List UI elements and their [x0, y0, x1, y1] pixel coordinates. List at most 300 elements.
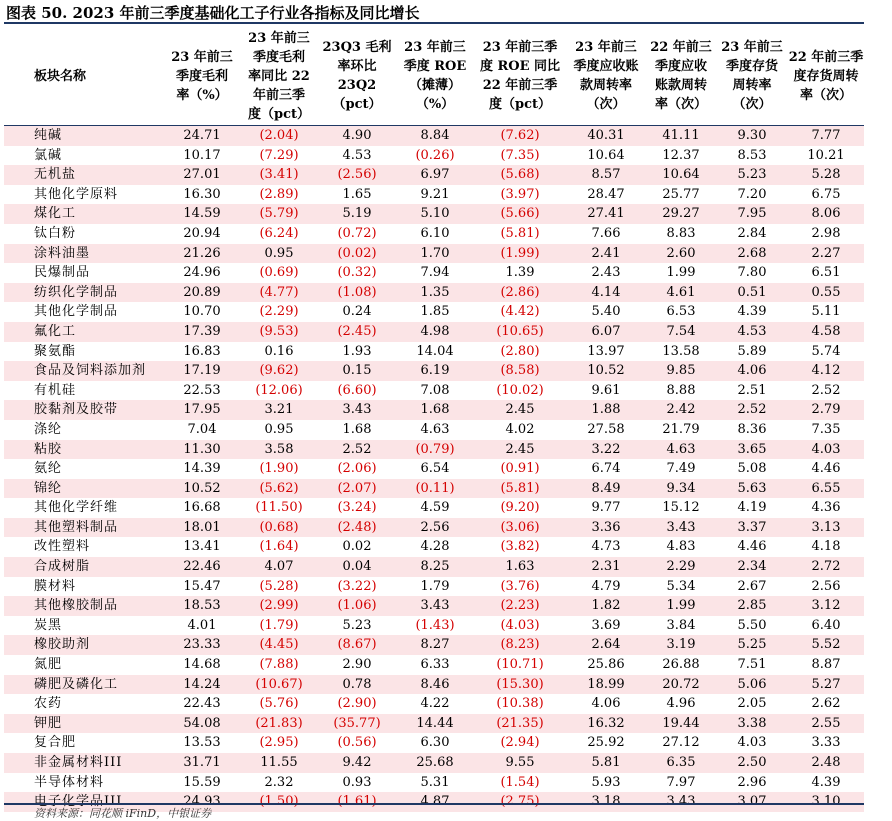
cell-ar-turnover-23: 3.36 — [591, 519, 621, 535]
cell-ar-turnover-23: 9.61 — [591, 382, 621, 398]
cell-inventory-turnover-23: 7.51 — [737, 657, 767, 673]
cell-inventory-turnover-23: 2.67 — [737, 578, 767, 594]
cell-inventory-turnover-23: 5.06 — [737, 676, 767, 692]
cell-inventory-turnover-22: 0.55 — [811, 284, 841, 300]
cell-q3-margin-qoq: (2.56) — [337, 167, 377, 183]
cell-inventory-turnover-23: 2.96 — [737, 774, 767, 790]
cell-roe-23: 1.85 — [420, 304, 450, 320]
cell-gross-margin-yoy: (5.62) — [259, 480, 299, 496]
cell-roe-yoy: (15.30) — [496, 676, 544, 692]
cell-inventory-turnover-23: 2.05 — [737, 696, 767, 712]
cell-gross-margin-yoy: (1.79) — [259, 617, 299, 633]
cell-roe-23: 1.68 — [420, 402, 450, 418]
table-row — [4, 518, 864, 538]
cell-sector-name: 氯碱 — [34, 147, 63, 163]
cell-ar-turnover-23: 18.99 — [587, 676, 625, 692]
cell-roe-23: 2.56 — [420, 519, 450, 535]
cell-sector-name: 其他橡胶制品 — [34, 598, 119, 614]
cell-roe-yoy: (8.58) — [500, 363, 540, 379]
cell-ar-turnover-23: 9.77 — [591, 500, 621, 516]
cell-sector-name: 聚氨酯 — [34, 343, 77, 359]
cell-gross-margin-yoy: (11.50) — [255, 500, 303, 516]
table-row — [4, 322, 864, 342]
cell-ar-turnover-22: 20.72 — [662, 676, 700, 692]
cell-ar-turnover-22: 9.85 — [666, 363, 696, 379]
cell-ar-turnover-22: 8.83 — [666, 225, 696, 241]
cell-roe-yoy: (4.42) — [500, 304, 540, 320]
cell-q3-margin-qoq: 0.15 — [342, 363, 372, 379]
table-row — [4, 342, 864, 362]
cell-roe-yoy: (8.23) — [500, 637, 540, 653]
cell-inventory-turnover-23: 2.68 — [737, 245, 767, 261]
cell-gross-margin-yoy: 0.95 — [264, 245, 294, 261]
cell-gross-margin-23: 22.46 — [183, 559, 221, 575]
cell-roe-23: 3.43 — [420, 598, 450, 614]
cell-sector-name: 改性塑料 — [34, 539, 91, 555]
cell-q3-margin-qoq: 2.90 — [342, 657, 372, 673]
cell-gross-margin-23: 16.68 — [183, 500, 221, 516]
table-row — [4, 361, 864, 381]
cell-gross-margin-23: 14.39 — [183, 461, 221, 477]
cell-q3-margin-qoq: (3.24) — [337, 500, 377, 516]
source-note: 资料来源：同花顺 iFinD，中银证券 — [34, 807, 212, 820]
cell-ar-turnover-23: 3.69 — [591, 617, 621, 633]
table-row — [4, 498, 864, 518]
cell-ar-turnover-23: 4.06 — [591, 696, 621, 712]
table-row — [4, 204, 864, 224]
cell-inventory-turnover-22: 5.28 — [811, 167, 841, 183]
cell-q3-margin-qoq: 5.19 — [342, 206, 372, 222]
cell-q3-margin-qoq: (35.77) — [333, 715, 381, 731]
cell-ar-turnover-23: 1.82 — [591, 598, 621, 614]
cell-inventory-turnover-23: 7.20 — [737, 186, 767, 202]
cell-sector-name: 食品及饲料添加剂 — [34, 363, 147, 379]
cell-ar-turnover-23: 8.57 — [591, 167, 621, 183]
cell-ar-turnover-23: 5.93 — [591, 774, 621, 790]
table-row — [4, 381, 864, 401]
cell-inventory-turnover-22: 6.40 — [811, 617, 841, 633]
cell-roe-23: 8.27 — [420, 637, 450, 653]
cell-sector-name: 锦纶 — [34, 480, 63, 496]
cell-inventory-turnover-23: 5.89 — [737, 343, 767, 359]
cell-gross-margin-yoy: (9.62) — [259, 363, 299, 379]
cell-q3-margin-qoq: (0.56) — [337, 735, 377, 751]
table-row — [4, 224, 864, 244]
cell-roe-yoy: (7.35) — [500, 147, 540, 163]
cell-gross-margin-23: 24.93 — [183, 794, 221, 810]
cell-inventory-turnover-22: 2.56 — [811, 578, 841, 594]
cell-sector-name: 无机盐 — [34, 167, 77, 183]
cell-roe-23: 6.54 — [420, 461, 450, 477]
cell-ar-turnover-22: 41.11 — [662, 128, 700, 143]
cell-roe-yoy: (2.75) — [500, 794, 540, 810]
cell-sector-name: 炭黑 — [34, 617, 63, 633]
cell-ar-turnover-22: 5.34 — [666, 578, 696, 594]
cell-gross-margin-23: 18.01 — [183, 519, 221, 535]
cell-roe-23: 6.33 — [420, 657, 450, 673]
cell-gross-margin-23: 31.71 — [183, 755, 221, 770]
cell-inventory-turnover-22: 2.55 — [811, 715, 841, 731]
cell-sector-name: 涤纶 — [34, 421, 63, 437]
cell-inventory-turnover-22: 4.58 — [811, 323, 841, 339]
cell-inventory-turnover-22: 2.48 — [811, 755, 841, 770]
header-inventory-turnover-22: 22 年前三季 度存货周转 率（次） — [788, 49, 864, 103]
cell-gross-margin-yoy: 2.32 — [264, 774, 294, 790]
cell-roe-23: 1.35 — [420, 284, 450, 300]
cell-roe-yoy: (7.62) — [500, 128, 540, 143]
cell-sector-name: 其他塑料制品 — [34, 519, 119, 535]
cell-gross-margin-yoy: (3.41) — [259, 167, 299, 183]
cell-ar-turnover-22: 2.42 — [666, 402, 696, 418]
cell-ar-turnover-23: 10.52 — [587, 363, 625, 379]
cell-gross-margin-yoy: (21.83) — [255, 715, 303, 731]
cell-inventory-turnover-23: 7.95 — [737, 206, 767, 222]
cell-roe-23: 4.28 — [420, 539, 450, 555]
cell-roe-yoy: 1.39 — [505, 265, 535, 281]
cell-ar-turnover-23: 16.32 — [587, 715, 625, 731]
cell-ar-turnover-23: 5.40 — [591, 304, 621, 320]
cell-ar-turnover-22: 2.60 — [666, 245, 696, 261]
cell-gross-margin-yoy: (0.69) — [259, 265, 299, 281]
cell-sector-name: 煤化工 — [34, 206, 77, 222]
cell-roe-yoy: (10.71) — [496, 657, 544, 673]
cell-inventory-turnover-22: 8.06 — [811, 206, 841, 222]
cell-gross-margin-23: 15.47 — [183, 578, 221, 594]
cell-ar-turnover-23: 5.81 — [591, 755, 621, 770]
cell-ar-turnover-23: 2.64 — [591, 637, 621, 653]
cell-roe-yoy: (2.80) — [500, 343, 540, 359]
cell-inventory-turnover-22: 5.52 — [811, 637, 841, 653]
cell-gross-margin-23: 18.53 — [183, 598, 221, 614]
table-row — [4, 400, 864, 420]
cell-ar-turnover-22: 12.37 — [662, 147, 700, 163]
cell-q3-margin-qoq: (6.60) — [337, 382, 377, 398]
cell-gross-margin-23: 16.83 — [183, 343, 221, 359]
cell-q3-margin-qoq: (0.72) — [337, 225, 377, 241]
cell-roe-yoy: (10.38) — [496, 696, 544, 712]
cell-sector-name: 胶黏剂及胶带 — [34, 402, 119, 418]
cell-roe-yoy: (2.23) — [500, 598, 540, 614]
cell-roe-23: 8.46 — [420, 676, 450, 692]
cell-ar-turnover-23: 3.22 — [591, 441, 621, 457]
cell-gross-margin-23: 14.59 — [183, 206, 221, 222]
table-row — [4, 773, 864, 793]
cell-inventory-turnover-22: 5.27 — [811, 676, 841, 692]
cell-sector-name: 其他化学纤维 — [34, 500, 119, 516]
table-row — [4, 302, 864, 322]
cell-gross-margin-23: 17.19 — [183, 363, 221, 379]
cell-ar-turnover-22: 27.12 — [662, 735, 700, 751]
cell-inventory-turnover-22: 6.55 — [811, 480, 841, 496]
cell-ar-turnover-23: 27.58 — [587, 421, 625, 437]
header-gross-margin-yoy: 23 年前三 季度毛利 率同比 22 年前三季 度（pct） — [247, 30, 310, 122]
cell-roe-yoy: 1.63 — [505, 559, 535, 575]
cell-ar-turnover-22: 7.54 — [666, 323, 696, 339]
cell-roe-yoy: (3.76) — [500, 578, 540, 594]
cell-q3-margin-qoq: 4.90 — [342, 128, 372, 143]
cell-inventory-turnover-23: 2.34 — [737, 559, 767, 575]
cell-q3-margin-qoq: (8.67) — [337, 637, 377, 653]
cell-inventory-turnover-22: 2.79 — [811, 402, 841, 418]
cell-q3-margin-qoq: 9.42 — [342, 755, 372, 770]
cell-roe-23: (0.79) — [415, 441, 455, 457]
table-row — [4, 616, 864, 636]
cell-sector-name: 膜材料 — [34, 578, 77, 594]
cell-ar-turnover-22: 1.99 — [666, 265, 696, 281]
cell-ar-turnover-23: 6.74 — [591, 461, 621, 477]
cell-gross-margin-yoy: 0.16 — [264, 343, 294, 359]
cell-gross-margin-yoy: (2.29) — [259, 304, 299, 320]
cell-inventory-turnover-22: 2.98 — [811, 225, 841, 241]
cell-inventory-turnover-22: 4.36 — [811, 500, 841, 516]
cell-q3-margin-qoq: 0.93 — [342, 774, 372, 790]
cell-sector-name: 氨纶 — [34, 461, 63, 477]
cell-gross-margin-23: 24.71 — [183, 128, 221, 143]
cell-gross-margin-23: 16.30 — [183, 186, 221, 202]
table-row — [4, 675, 864, 695]
cell-q3-margin-qoq: 1.68 — [342, 421, 372, 437]
cell-inventory-turnover-22: 8.87 — [811, 657, 841, 673]
cell-roe-23: 6.10 — [420, 225, 450, 241]
cell-roe-23: 9.21 — [420, 186, 450, 202]
cell-gross-margin-yoy: (6.24) — [259, 225, 299, 241]
cell-roe-yoy: (2.94) — [500, 735, 540, 751]
cell-ar-turnover-23: 25.86 — [587, 657, 625, 673]
cell-gross-margin-yoy: 3.21 — [264, 402, 294, 418]
cell-inventory-turnover-22: 3.10 — [811, 794, 841, 810]
cell-sector-name: 有机硅 — [34, 382, 77, 398]
cell-ar-turnover-22: 6.35 — [666, 755, 696, 770]
table-body — [4, 126, 864, 812]
cell-roe-yoy: 4.02 — [505, 421, 535, 437]
cell-gross-margin-23: 10.52 — [183, 480, 221, 496]
cell-inventory-turnover-22: 2.62 — [811, 696, 841, 712]
cell-gross-margin-yoy: (12.06) — [255, 382, 303, 398]
table-row — [4, 459, 864, 479]
cell-q3-margin-qoq: (2.45) — [337, 323, 377, 339]
cell-inventory-turnover-22: 7.35 — [811, 421, 841, 437]
cell-roe-yoy: (1.54) — [500, 774, 540, 790]
cell-q3-margin-qoq: (1.61) — [337, 794, 377, 810]
cell-roe-23: 14.04 — [416, 343, 454, 359]
cell-inventory-turnover-23: 8.53 — [737, 147, 767, 163]
cell-ar-turnover-23: 6.07 — [591, 323, 621, 339]
cell-ar-turnover-23: 1.88 — [591, 402, 621, 418]
cell-q3-margin-qoq: 0.04 — [342, 559, 372, 575]
cell-roe-23: (0.26) — [415, 147, 455, 163]
cell-ar-turnover-22: 25.77 — [662, 186, 700, 202]
cell-sector-name: 纯碱 — [34, 128, 63, 143]
cell-gross-margin-yoy: (1.64) — [259, 539, 299, 555]
table-row — [4, 655, 864, 675]
cell-q3-margin-qoq: (1.06) — [337, 598, 377, 614]
cell-gross-margin-yoy: (5.28) — [259, 578, 299, 594]
header-inventory-turnover-23: 23 年前三 季度存货 周转率 （次） — [721, 40, 783, 112]
cell-inventory-turnover-23: 3.37 — [737, 519, 767, 535]
cell-inventory-turnover-22: 6.51 — [811, 265, 841, 281]
cell-q3-margin-qoq: (1.08) — [337, 284, 377, 300]
cell-roe-23: 6.30 — [420, 735, 450, 751]
cell-inventory-turnover-22: 2.52 — [811, 382, 841, 398]
cell-sector-name: 非金属材料III — [34, 755, 123, 770]
cell-roe-yoy: (0.91) — [500, 461, 540, 477]
cell-roe-yoy: (3.82) — [500, 539, 540, 555]
cell-inventory-turnover-23: 2.52 — [737, 402, 767, 418]
cell-ar-turnover-22: 29.27 — [662, 206, 700, 222]
cell-roe-yoy: (4.03) — [500, 617, 540, 633]
table-row — [4, 420, 864, 440]
cell-inventory-turnover-23: 5.50 — [737, 617, 767, 633]
cell-roe-23: 4.22 — [420, 696, 450, 712]
cell-gross-margin-23: 7.04 — [187, 421, 217, 437]
header-ar-turnover-23: 23 年前三 季度应收账 款周转率 （次） — [573, 40, 639, 112]
table-row — [4, 577, 864, 597]
cell-gross-margin-yoy: (2.99) — [259, 598, 299, 614]
cell-ar-turnover-23: 2.43 — [591, 265, 621, 281]
cell-ar-turnover-22: 3.84 — [666, 617, 696, 633]
table-row — [4, 479, 864, 499]
cell-ar-turnover-22: 3.19 — [666, 637, 696, 653]
cell-gross-margin-yoy: (1.50) — [259, 794, 299, 810]
cell-roe-23: (0.11) — [415, 480, 455, 496]
cell-inventory-turnover-22: 2.27 — [811, 245, 841, 261]
cell-ar-turnover-22: 7.49 — [666, 461, 696, 477]
cell-roe-23: 8.25 — [420, 559, 450, 575]
cell-gross-margin-yoy: (7.88) — [259, 657, 299, 673]
cell-roe-23: (1.43) — [415, 617, 455, 633]
table-row — [4, 185, 864, 205]
cell-inventory-turnover-23: 9.30 — [737, 128, 767, 143]
cell-inventory-turnover-23: 4.46 — [737, 539, 767, 555]
header-gross-margin-23: 23 年前三 季度毛利 率（%） — [171, 49, 233, 103]
cell-inventory-turnover-23: 5.08 — [737, 461, 767, 477]
table-row — [4, 694, 864, 714]
cell-roe-23: 7.08 — [420, 382, 450, 398]
cell-gross-margin-23: 22.53 — [183, 382, 221, 398]
cell-ar-turnover-23: 13.97 — [587, 343, 625, 359]
cell-gross-margin-yoy: 0.95 — [264, 421, 294, 437]
table-row — [4, 283, 864, 303]
cell-gross-margin-yoy: (7.29) — [259, 147, 299, 163]
cell-q3-margin-qoq: 0.02 — [342, 539, 372, 555]
cell-inventory-turnover-22: 3.13 — [811, 519, 841, 535]
cell-q3-margin-qoq: 0.24 — [342, 304, 372, 320]
cell-gross-margin-23: 24.96 — [183, 265, 221, 281]
cell-ar-turnover-23: 4.14 — [591, 284, 621, 300]
cell-gross-margin-23: 27.01 — [183, 167, 221, 183]
cell-sector-name: 电子化学品III — [34, 794, 123, 810]
cell-inventory-turnover-22: 2.72 — [811, 559, 841, 575]
cell-ar-turnover-22: 4.96 — [666, 696, 696, 712]
cell-ar-turnover-22: 4.63 — [666, 441, 696, 457]
cell-sector-name: 氟化工 — [34, 323, 77, 339]
cell-ar-turnover-22: 7.97 — [666, 774, 696, 790]
cell-gross-margin-23: 10.70 — [183, 304, 221, 320]
cell-gross-margin-23: 20.94 — [183, 225, 221, 241]
cell-q3-margin-qoq: 3.43 — [342, 402, 372, 418]
cell-sector-name: 纺织化学制品 — [34, 284, 119, 300]
cell-inventory-turnover-23: 4.03 — [737, 735, 767, 751]
cell-ar-turnover-22: 9.34 — [666, 480, 696, 496]
cell-q3-margin-qoq: 1.65 — [342, 186, 372, 202]
cell-gross-margin-23: 14.24 — [183, 676, 221, 692]
cell-inventory-turnover-23: 4.06 — [737, 363, 767, 379]
table-row — [4, 126, 864, 146]
header-roe-yoy: 23 年前三季 度 ROE 同比 22 年前三季 度（pct） — [479, 40, 561, 112]
header-sector-name: 板块名称 — [34, 68, 87, 84]
cell-q3-margin-qoq: 0.78 — [342, 676, 372, 692]
cell-ar-turnover-23: 7.66 — [591, 225, 621, 241]
cell-inventory-turnover-22: 4.39 — [811, 774, 841, 790]
cell-roe-yoy: 9.55 — [505, 755, 535, 770]
cell-inventory-turnover-23: 0.51 — [737, 284, 767, 300]
header-roe-23: 23 年前三 季度 ROE （摊薄） （%） — [403, 40, 467, 112]
cell-sector-name: 民爆制品 — [34, 265, 91, 281]
cell-gross-margin-23: 23.33 — [183, 637, 221, 653]
cell-roe-23: 4.63 — [420, 421, 450, 437]
cell-ar-turnover-22: 2.29 — [666, 559, 696, 575]
cell-inventory-turnover-22: 7.77 — [811, 128, 841, 143]
header-q3-margin-qoq: 23Q3 毛利 率环比 23Q2 （pct） — [322, 40, 392, 112]
cell-sector-name: 合成树脂 — [34, 559, 91, 575]
table-row — [4, 165, 864, 185]
cell-gross-margin-23: 17.39 — [183, 323, 221, 339]
cell-gross-margin-yoy: 11.55 — [260, 755, 298, 770]
cell-gross-margin-23: 14.68 — [183, 657, 221, 673]
cell-inventory-turnover-22: 3.33 — [811, 735, 841, 751]
cell-sector-name: 其他化学制品 — [34, 304, 119, 320]
cell-ar-turnover-22: 13.58 — [662, 343, 700, 359]
cell-gross-margin-yoy: (0.68) — [259, 519, 299, 535]
cell-ar-turnover-23: 40.31 — [587, 128, 625, 143]
cell-gross-margin-23: 10.17 — [183, 147, 221, 163]
cell-gross-margin-yoy: 3.58 — [264, 441, 294, 457]
cell-inventory-turnover-22: 5.11 — [811, 304, 841, 320]
cell-roe-yoy: (5.66) — [500, 206, 540, 222]
cell-inventory-turnover-22: 4.03 — [811, 441, 841, 457]
cell-roe-23: 4.98 — [420, 323, 450, 339]
cell-gross-margin-yoy: (2.95) — [259, 735, 299, 751]
cell-roe-yoy: (9.20) — [500, 500, 540, 516]
cell-roe-23: 14.44 — [416, 715, 454, 731]
table-row — [4, 733, 864, 753]
cell-gross-margin-23: 54.08 — [183, 715, 221, 731]
cell-inventory-turnover-23: 2.84 — [737, 225, 767, 241]
cell-q3-margin-qoq: (0.32) — [337, 265, 377, 281]
cell-roe-23: 4.59 — [420, 500, 450, 516]
cell-gross-margin-yoy: (10.67) — [255, 676, 303, 692]
table-row — [4, 537, 864, 557]
cell-sector-name: 橡胶助剂 — [34, 637, 91, 653]
cell-ar-turnover-22: 4.83 — [666, 539, 696, 555]
cell-gross-margin-23: 15.59 — [183, 774, 221, 790]
cell-gross-margin-23: 22.43 — [183, 696, 221, 712]
table-row — [4, 753, 864, 773]
cell-q3-margin-qoq: (0.02) — [337, 245, 377, 261]
cell-sector-name: 涂料油墨 — [34, 245, 91, 261]
table-row — [4, 635, 864, 655]
cell-inventory-turnover-23: 3.65 — [737, 441, 767, 457]
cell-inventory-turnover-23: 4.53 — [737, 323, 767, 339]
cell-inventory-turnover-23: 5.25 — [737, 637, 767, 653]
cell-ar-turnover-23: 27.41 — [587, 206, 625, 222]
table-row — [4, 596, 864, 616]
cell-inventory-turnover-22: 6.75 — [811, 186, 841, 202]
cell-sector-name: 钛白粉 — [34, 225, 77, 241]
title-rule — [4, 22, 864, 24]
cell-ar-turnover-23: 2.41 — [591, 245, 621, 261]
cell-ar-turnover-22: 15.12 — [662, 500, 700, 516]
